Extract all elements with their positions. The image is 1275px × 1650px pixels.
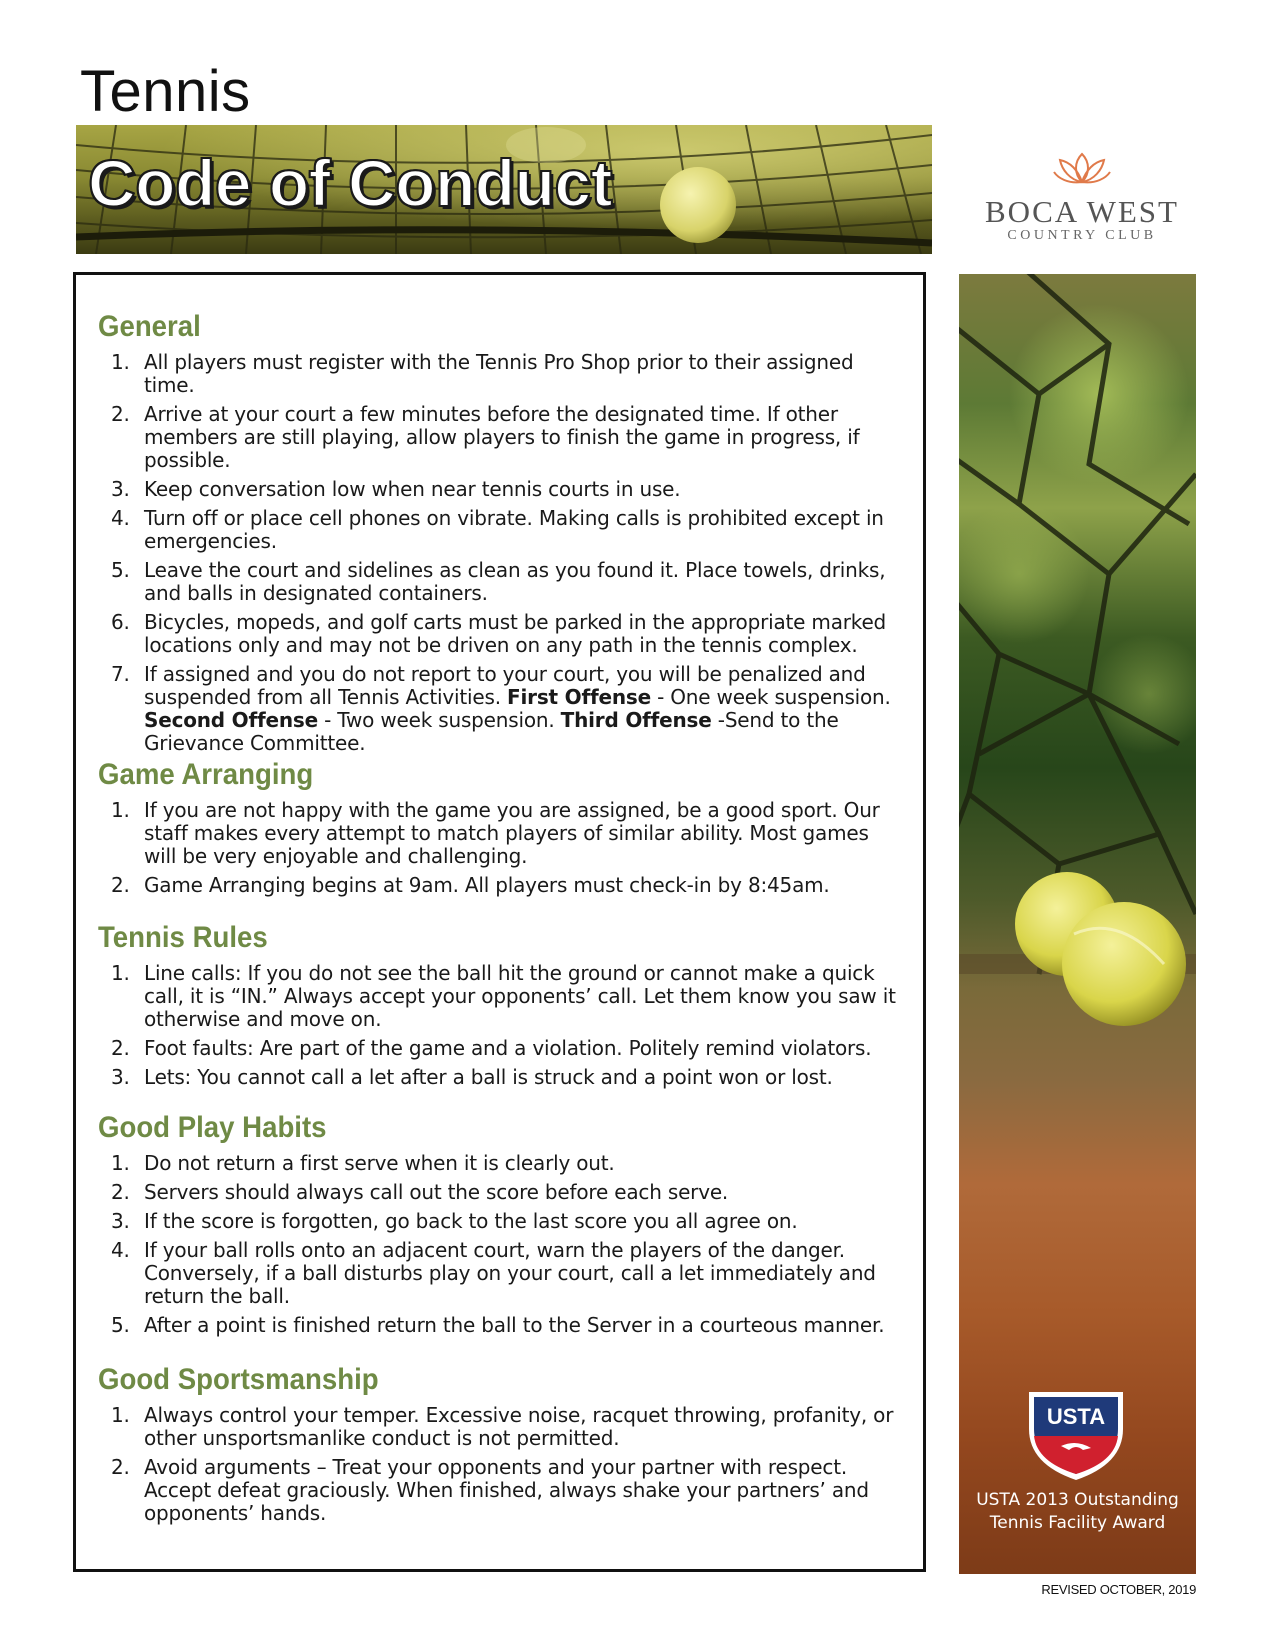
- rule-number: 2.: [111, 1180, 130, 1204]
- rule-item: [98, 611, 898, 657]
- rule-text: Always control your temper. Excessive noise, racquet throwing, profanity, or other unsportsmanlike conduct is not permitted.: [144, 1403, 894, 1450]
- rule-text: - One week suspension.: [650, 685, 891, 709]
- rule-item: [98, 1404, 898, 1450]
- usta-logo: [1021, 1384, 1131, 1484]
- rule-item: [98, 799, 898, 868]
- rule-list: [98, 351, 898, 755]
- rule-number: 1.: [111, 798, 130, 822]
- award-line-1: USTA 2013 Outstanding: [976, 1490, 1179, 1510]
- section-good-play-habits: [98, 1110, 898, 1337]
- section-heading: Tennis Rules: [98, 921, 268, 954]
- rule-number: 3.: [111, 1065, 130, 1089]
- usta-label: USTA: [1046, 1404, 1106, 1429]
- rule-number: 7.: [111, 662, 130, 686]
- rule-item: [98, 403, 898, 472]
- conduct-rules-box: [73, 272, 926, 1572]
- rule-text: Bicycles, mopeds, and golf carts must be parked in the appropriate marked locations only and may not be driven on any path in the tennis complex.: [144, 610, 887, 657]
- rule-text: If your ball rolls onto an adjacent court, warn the players of the danger. Conversely, if a ball disturbs play on your court, call a let immediately and return the ball.: [144, 1238, 876, 1308]
- award-text: [959, 1489, 1196, 1535]
- rule-text: Avoid arguments – Treat your opponents and your partner with respect. Accept defeat graciously. When finished, always shake your partners’ and opponents’ hands.: [144, 1455, 869, 1525]
- rule-number: 4.: [111, 506, 130, 530]
- rule-number: 4.: [111, 1238, 130, 1262]
- rule-number: 2.: [111, 402, 130, 426]
- rule-text: All players must register with the Tennis Pro Shop prior to their assigned time.: [144, 350, 854, 397]
- section-heading: General: [98, 310, 201, 343]
- rule-list: [98, 962, 898, 1089]
- rule-item: [98, 1037, 898, 1060]
- rule-item: [98, 1066, 898, 1089]
- logo-subtitle: COUNTRY CLUB: [1007, 228, 1157, 243]
- rule-text: Game Arranging begins at 9am. All players must check-in by 8:45am.: [144, 873, 830, 897]
- rule-item: [98, 874, 898, 897]
- offense-label: Third Offense: [560, 708, 712, 732]
- rule-item: [98, 1210, 898, 1233]
- section-game-arranging: [98, 757, 898, 897]
- rule-item: [98, 962, 898, 1031]
- rule-text: If you are not happy with the game you are assigned, be a good sport. Our staff makes every attempt to match players of similar ability. Most games will be very enjoyable and challenging.: [144, 798, 880, 868]
- rule-number: 1.: [111, 350, 130, 374]
- revised-date: REVISED OCTOBER, 2019: [1041, 1582, 1196, 1597]
- section-general: [98, 309, 898, 755]
- rule-number: 1.: [111, 1403, 130, 1427]
- rule-text: Keep conversation low when near tennis courts in use.: [144, 477, 681, 501]
- section-good-sportsmanship: [98, 1362, 898, 1525]
- rule-text: If the score is forgotten, go back to the last score you all agree on.: [144, 1209, 798, 1233]
- rule-text: After a point is finished return the ball to the Server in a courteous manner.: [144, 1313, 885, 1337]
- rule-number: 3.: [111, 477, 130, 501]
- rule-item: [98, 1181, 898, 1204]
- section-tennis-rules: [98, 920, 898, 1089]
- code-of-conduct-banner: [76, 125, 932, 254]
- section-heading: Game Arranging: [98, 758, 314, 791]
- rule-item: [98, 1239, 898, 1308]
- rule-list: [98, 799, 898, 897]
- rule-number: 5.: [111, 558, 130, 582]
- rule-item: [98, 351, 898, 397]
- rule-text: -Send to the Grievance Committee.: [144, 708, 839, 755]
- offense-label: First Offense: [507, 685, 651, 709]
- rule-item: [98, 507, 898, 553]
- rule-text: Arrive at your court a few minutes before the designated time. If other members are still playing, allow players to finish the game in progress, if possible.: [144, 402, 860, 472]
- lotus-flower-icon: [1052, 148, 1112, 186]
- banner-title: Code of Conduct: [88, 146, 613, 220]
- rule-item: [98, 559, 898, 605]
- offense-label: Second Offense: [144, 708, 318, 732]
- page-title: Tennis: [80, 59, 251, 124]
- rule-text: Foot faults: Are part of the game and a violation. Politely remind violators.: [144, 1036, 872, 1060]
- rule-text: - Two week suspension.: [317, 708, 561, 732]
- rule-text: Line calls: If you do not see the ball hit the ground or cannot make a quick call, it is “IN.” Always accept your opponents’ call. Let them know you saw it otherwise and move on.: [144, 961, 896, 1031]
- rule-item: [98, 1314, 898, 1337]
- rule-number: 5.: [111, 1313, 130, 1337]
- rule-text: Leave the court and sidelines as clean as you found it. Place towels, drinks, and balls in designated containers.: [144, 558, 886, 605]
- rule-text: Turn off or place cell phones on vibrate. Making calls is prohibited except in emergencies.: [144, 506, 884, 553]
- tennis-balls-net-image: [959, 274, 1196, 1574]
- rule-item: [98, 1456, 898, 1525]
- rule-number: 1.: [111, 1151, 130, 1175]
- rule-text: If assigned and you do not report to your court, you will be penalized and suspended from all Tennis Activities.: [144, 662, 866, 709]
- section-heading: Good Play Habits: [98, 1111, 327, 1144]
- sidebar-photo-panel: [959, 274, 1196, 1574]
- boca-west-logo: [962, 148, 1202, 248]
- rule-list: [98, 1404, 898, 1525]
- rule-number: 1.: [111, 961, 130, 985]
- rule-list: [98, 1152, 898, 1337]
- section-heading: Good Sportsmanship: [98, 1363, 379, 1396]
- rule-text: Lets: You cannot call a let after a ball is struck and a point won or lost.: [144, 1065, 833, 1089]
- logo-name: BOCA WEST: [985, 194, 1179, 229]
- rule-number: 3.: [111, 1209, 130, 1233]
- award-line-2: Tennis Facility Award: [989, 1513, 1166, 1533]
- rule-item: [98, 1152, 898, 1175]
- rule-number: 2.: [111, 1455, 130, 1479]
- rule-item: [98, 478, 898, 501]
- rule-number: 2.: [111, 873, 130, 897]
- rule-text: Do not return a first serve when it is clearly out.: [144, 1151, 615, 1175]
- rule-number: 6.: [111, 610, 130, 634]
- rule-item: [98, 663, 898, 755]
- rule-text: Servers should always call out the score before each serve.: [144, 1180, 729, 1204]
- rule-number: 2.: [111, 1036, 130, 1060]
